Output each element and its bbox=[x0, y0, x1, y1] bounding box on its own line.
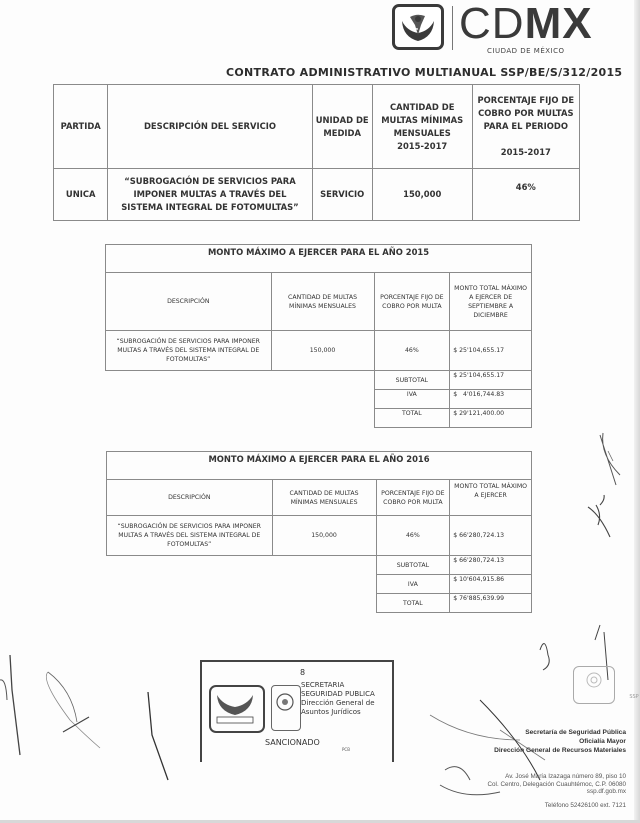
col-partida: PARTIDA bbox=[54, 85, 108, 169]
cell-partida: UNICA bbox=[54, 169, 108, 221]
footer-org-line: Secretaría de Seguridad Pública bbox=[525, 729, 626, 736]
col-monto: MONTO TOTAL MÁXIMO A EJERCER bbox=[450, 480, 532, 516]
footer-addr-line: Av. José María Izazaga número 89, piso 10 bbox=[505, 773, 626, 780]
logo-mx: MX bbox=[524, 0, 593, 48]
cell-descripcion: “SUBROGACIÓN DE SERVICIOS PARA IMPONER MULTAS A TRAVÉS DEL SISTEMA INTEGRAL DE FOTOMULTAS” bbox=[108, 169, 312, 221]
cell-porcentaje: 46% bbox=[472, 169, 579, 221]
cell-porcentaje: 46% bbox=[376, 516, 450, 556]
monto-2016-title: MONTO MÁXIMO A EJERCER PARA EL AÑO 2016 bbox=[107, 452, 532, 480]
iva-label: IVA bbox=[376, 575, 450, 594]
stamp-initials: PCB bbox=[342, 747, 350, 752]
col-cantidad: CANTIDAD DE MULTAS MÍNIMAS MENSUALES bbox=[272, 480, 376, 516]
col-porcentaje: PORCENTAJE FIJO DE COBRO POR MULTA bbox=[376, 480, 450, 516]
cell-descripcion: “SUBROGACIÓN DE SERVICIOS PARA IMPONER MULTAS A TRAVÉS DEL SISTEMA INTEGRAL DE FOTOMULTAS” bbox=[107, 516, 273, 556]
footer-org-line: Dirección General de Recursos Materiales bbox=[494, 747, 626, 754]
col-porcentaje bbox=[472, 85, 579, 169]
monto-2015-table bbox=[105, 244, 532, 428]
total-label: TOTAL bbox=[376, 594, 450, 613]
total-value: $ 29'121,400.00 bbox=[450, 409, 532, 428]
col-unidad: UNIDAD DE MEDIDA bbox=[312, 85, 372, 169]
col-porcentaje-label: PORCENTAJE FIJO DE COBRO POR MULTAS PARA EL PERIODO bbox=[477, 95, 575, 131]
table-header-row bbox=[107, 480, 532, 516]
stamp-line: SEGURIDAD PUBLICA bbox=[301, 690, 375, 698]
stamp-ssp-seal-icon bbox=[271, 685, 301, 731]
stamp-line: Asuntos Jurídicos bbox=[301, 708, 361, 716]
total-value: $ 76'885,639.99 bbox=[450, 594, 532, 613]
cell-cantidad: 150,000 bbox=[271, 331, 374, 371]
subtotal-row bbox=[107, 556, 532, 575]
footer-website: ssp.df.gob.mx bbox=[586, 788, 626, 795]
ssp-seal-icon bbox=[574, 667, 614, 695]
cell-unidad: SERVICIO bbox=[312, 169, 372, 221]
side-signature bbox=[580, 425, 630, 545]
col-cantidad-label: CANTIDAD DE MULTAS MÍNIMAS MENSUALES bbox=[381, 101, 464, 138]
footer-organization bbox=[494, 728, 626, 755]
footer-phone: Teléfono 52426100 ext. 7121 bbox=[544, 802, 626, 809]
table-row bbox=[106, 331, 532, 371]
col-descripcion: DESCRIPCIÓN DEL SERVICIO bbox=[108, 85, 312, 169]
col-porcentaje-period: 2015-2017 bbox=[500, 147, 551, 157]
cell-descripcion: “SUBROGACIÓN DE SERVICIOS PARA IMPONER MULTAS A TRAVÉS DEL SISTEMA INTEGRAL DE FOTOMULTAS” bbox=[106, 331, 272, 371]
subtotal-label: SUBTOTAL bbox=[376, 556, 450, 575]
subtotal-row bbox=[106, 371, 532, 390]
col-porcentaje: PORCENTAJE FIJO DE COBRO POR MULTA bbox=[374, 273, 450, 331]
cell-porcentaje: 46% bbox=[374, 331, 450, 371]
cell-cantidad: 150,000 bbox=[272, 516, 376, 556]
contract-table bbox=[53, 84, 580, 221]
stamp-status: SANCIONADO bbox=[265, 738, 320, 747]
col-cantidad: CANTIDAD DE MULTAS MÍNIMAS MENSUALES bbox=[271, 273, 374, 331]
stamp-line: Dirección General de bbox=[301, 699, 375, 707]
subtotal-value: $ 66'280,724.13 bbox=[450, 556, 532, 575]
monto-2016-table bbox=[106, 451, 532, 613]
cdmx-eagle-emblem-icon bbox=[392, 4, 444, 50]
cdmx-logo bbox=[392, 0, 593, 55]
table-header-row bbox=[106, 273, 532, 331]
footer-addr-line: Col. Centro, Delegación Cuauhtémoc, C.P. 06080 bbox=[487, 780, 626, 788]
table-title-row bbox=[106, 245, 532, 273]
logo-divider bbox=[452, 6, 453, 50]
logo-subtitle: CIUDAD DE MÉXICO bbox=[487, 47, 565, 55]
stamp-cdmx-logo-icon bbox=[209, 685, 265, 733]
logo-wordmark bbox=[459, 0, 593, 48]
col-descripcion: DESCRIPCIÓN bbox=[107, 480, 273, 516]
subtotal-value: $ 25'104,655.17 bbox=[450, 371, 532, 390]
iva-label: IVA bbox=[374, 390, 450, 409]
stamp-number: 8 bbox=[300, 668, 306, 677]
footer-org-line: Oficialía Mayor bbox=[579, 738, 626, 745]
total-row bbox=[107, 594, 532, 613]
table-row bbox=[54, 169, 580, 221]
cell-monto: $ 66'280,724.13 bbox=[450, 516, 532, 556]
col-monto: MONTO TOTAL MÁXIMO A EJERCER DE SEPTIEMBRE A DICIEMBRE bbox=[450, 273, 532, 331]
stamp-line: SECRETARIA bbox=[301, 681, 345, 689]
col-descripcion: DESCRIPCIÓN bbox=[106, 273, 272, 331]
iva-row bbox=[106, 390, 532, 409]
table-title-row bbox=[107, 452, 532, 480]
col-cantidad-period: 2015-2017 bbox=[397, 140, 448, 151]
iva-value: $ 4'016,744.83 bbox=[450, 390, 532, 409]
monto-2015-title: MONTO MÁXIMO A EJERCER PARA EL AÑO 2015 bbox=[106, 245, 532, 273]
col-cantidad bbox=[372, 85, 472, 169]
ssp-seal-label: SSP bbox=[629, 694, 639, 700]
table-row bbox=[107, 516, 532, 556]
table-header-row bbox=[54, 85, 580, 169]
iva-row bbox=[107, 575, 532, 594]
cell-monto: $ 25'104,655.17 bbox=[450, 331, 532, 371]
stamp-text bbox=[301, 681, 375, 717]
contract-title: CONTRATO ADMINISTRATIVO MULTIANUAL SSP/BE/S/312/2015 bbox=[226, 66, 623, 79]
ssp-seal bbox=[573, 666, 639, 704]
total-label: TOTAL bbox=[374, 409, 450, 428]
total-row bbox=[106, 409, 532, 428]
footer-address bbox=[488, 773, 627, 796]
iva-value: $ 10'604,915.86 bbox=[450, 575, 532, 594]
subtotal-label: SUBTOTAL bbox=[374, 371, 450, 390]
cell-cantidad: 150,000 bbox=[372, 169, 472, 221]
logo-cd: CD bbox=[459, 0, 525, 48]
